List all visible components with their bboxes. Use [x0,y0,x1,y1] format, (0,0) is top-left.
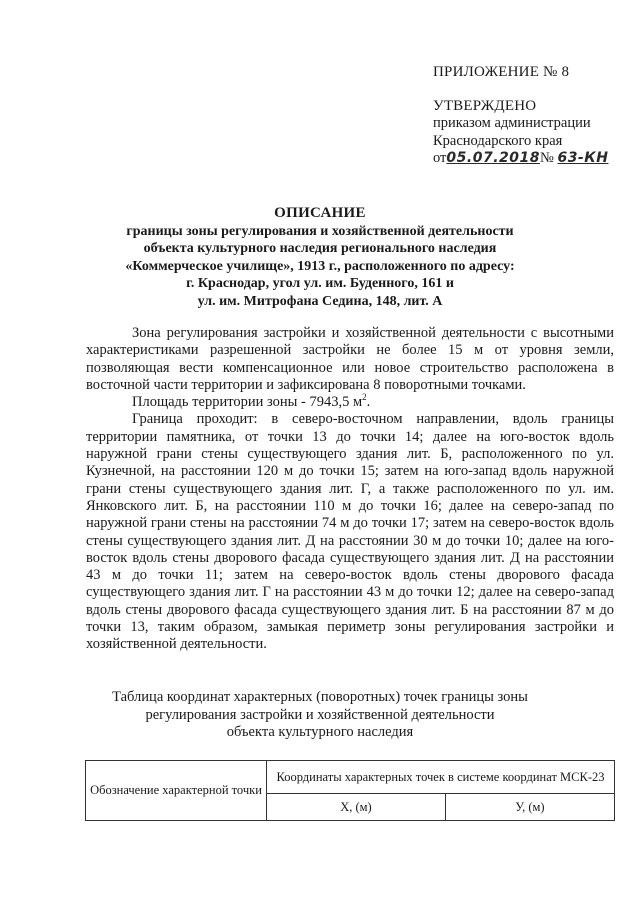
paragraph-boundary: Граница проходит: в северо-восточном направлении, вдоль границы территории памятника, от точки 13 до точки 14; далее на юго-восток вдоль наружной грани стены существующего здания лит. Б, расположенного по ул. Кузнечной, на расстоянии 120 м до точки 15; затем на юго-запад вдоль наружной грани стены существующего здания лит. Г, а также расположенного по ул. им. Янковского лит. Б, на расстоянии 110 м до точки 16; далее на северо-запад по наружной грани стены на расстоянии 74 м до точки 17; затем на северо-восток вдоль стены существующего здания лит. Д на расстоянии 30 м до точки 10; далее на юго-восток вдоль стены дворового фасада существующего здания лит. Д на расстоянии 43 м до точки 11; затем на северо-восток вдоль стены дворового фасада существующего здания лит. Г на расстоянии 43 м до точки 12; далее на северо-запад вдоль стены дворового фасада существующего здания лит. Б на расстоянии 87 м до точки 13, таким образом, замыкая периметр зоны регулирования застройки и хозяйственной деятельности. [86,411,614,653]
caption-line: объекта культурного наследия [226,724,414,740]
document-body [86,325,614,654]
table-header-row [86,761,615,794]
paragraph-area [86,394,614,411]
heading-line: «Коммерческое училище», 1913 г., расположенного по адресу: [125,258,515,274]
heading-title: ОПИСАНИЕ [274,205,366,221]
paragraph-zone: Зона регулирования застройки и хозяйственной деятельности с высотными характеристиками разрешенной застройки не более 15 м от уровня земли, позволяющая вести компенсационное или новое строительство расположена в восточной части территории и зафиксирована 8 поворотными точками. [86,325,614,393]
handwritten-date: 05.07.2018 [446,150,540,166]
header-y: У, (м) [445,794,614,821]
approved-label: УТВЕРЖДЕНО [433,97,537,114]
approval-date-number [433,150,633,168]
caption-line: регулирования застройки и хозяйственной деятельности [145,706,495,723]
document-heading [120,205,520,310]
header-coordinates: Координаты характерных точек в системе координат МСК-23 [267,761,615,794]
from-prefix: от [433,150,447,166]
appendix-label: ПРИЛОЖЕНИЕ № 8 [433,64,570,80]
heading-line: объекта культурного наследия регионального наследия [143,241,497,256]
area-superscript: 2 [362,392,367,403]
number-sign: № [539,150,554,166]
header-point: Обозначение характерной точки [86,761,267,821]
coordinates-table [85,760,615,821]
handwritten-number: 63-КН [557,150,609,166]
area-text: Площадь территории зоны - 7943,5 м [132,394,363,411]
approval-line-order: приказом администрации [433,115,591,131]
caption-line: Таблица координат характерных (поворотных) точек границы зоны [112,689,528,705]
header-x: X, (м) [267,794,446,821]
heading-line: границы зоны регулирования и хозяйственной деятельности [126,223,514,239]
area-end: . [366,394,371,411]
table-caption [110,689,530,742]
heading-line: ул. им. Митрофана Седина, 148, лит. А [197,293,443,309]
approval-line-region: Краснодарского края [433,132,563,149]
approval-block [433,64,633,168]
heading-line: г. Краснодар, угол ул. им. Буденного, 161 и [186,276,454,291]
